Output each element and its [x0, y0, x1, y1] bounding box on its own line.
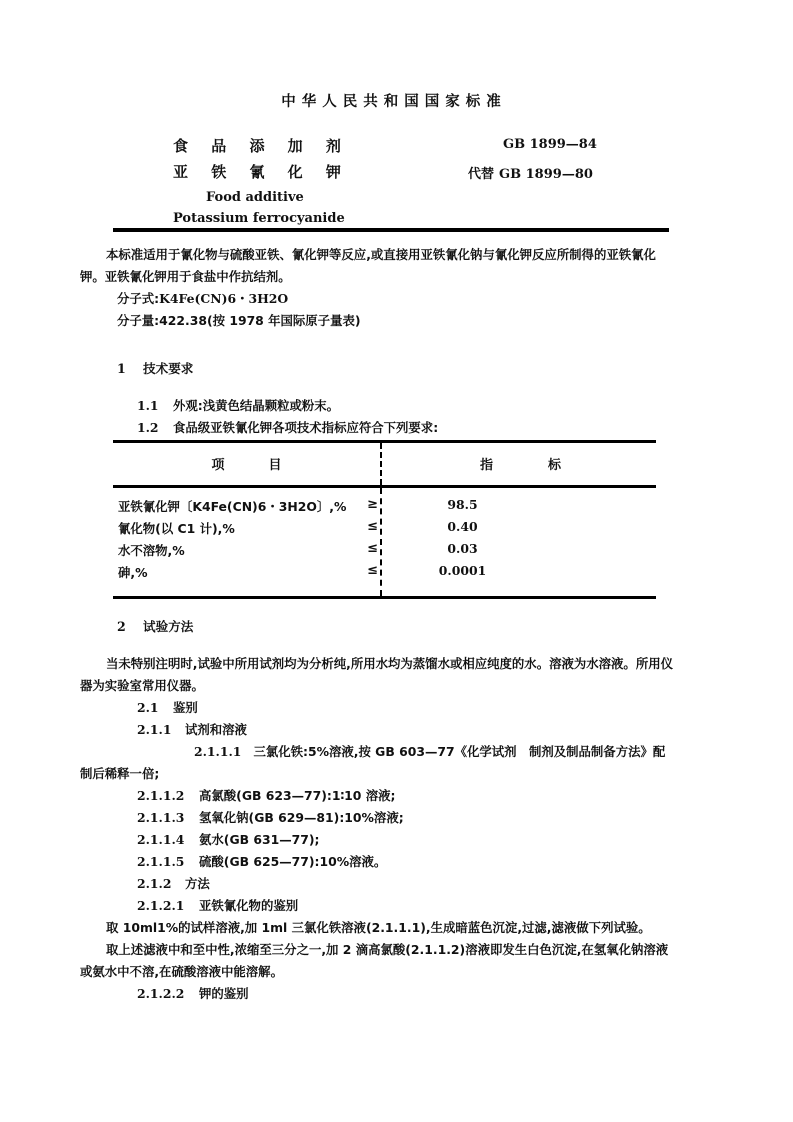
table-cell-value: 0.03	[447, 541, 478, 556]
section-2-intro-paragraph: 当未特别注明时,试验中所用试剂均为分析纯,所用水均为蒸馏水或相应纯度的水。溶液为水溶液。所用仪器为实验室常用仪器。	[80, 656, 673, 693]
clause-2-1-1-4	[0, 829, 793, 851]
clause-2-1-1-number: 2.1.1	[137, 722, 172, 737]
replaced-standard-number	[468, 163, 593, 182]
section-2-title: 试验方法	[143, 619, 194, 634]
english-title-line-2: Potassium ferrocyanide	[173, 211, 345, 226]
molecular-formula-line	[0, 288, 793, 310]
table-body	[113, 488, 656, 596]
clause-2-1-2-2-number: 2.1.2.2	[137, 986, 185, 1001]
title-block	[113, 135, 669, 226]
replaces-label: 代替	[468, 167, 495, 182]
chinese-title-line-1: 食 品 添 加 剂	[173, 137, 350, 155]
section-1-heading	[0, 358, 793, 377]
standard-number	[503, 137, 597, 152]
molecular-mass-label: 分子量:	[117, 313, 160, 328]
clause-2-1-1-5	[0, 851, 793, 873]
table-row	[113, 519, 656, 541]
clause-2-1-1-2	[0, 785, 793, 807]
table-header-item: 项目	[211, 458, 326, 473]
clause-2-1	[0, 697, 793, 719]
table-cell-value: 0.0001	[438, 563, 487, 578]
table-cell-operator: ≥	[367, 497, 378, 512]
clause-2-1-2-2-title: 钾的鉴别	[199, 986, 249, 1001]
clause-2-1-2-1-number: 2.1.2.1	[137, 898, 185, 913]
clause-2-1-1-1-text: 三氯化铁:5%溶液,按 GB 603—77《化学试剂 制剂及制品制备方法》配制后稀释一倍;	[80, 744, 666, 781]
chinese-title-line-2: 亚 铁 氰 化 钾	[173, 163, 350, 181]
clause-2-1-2	[0, 873, 793, 895]
clause-2-1-1-3-number: 2.1.1.3	[137, 810, 185, 825]
replaces-number-text: GB 1899—80	[499, 167, 593, 182]
table-cell-operator: ≤	[367, 519, 378, 534]
table-cell-value: 0.40	[447, 519, 478, 534]
clause-2-1-2-2	[0, 983, 793, 1005]
molecular-formula-label: 分子式:	[117, 291, 160, 306]
specification-table	[113, 440, 656, 599]
section-2-number: 2	[117, 619, 126, 634]
spacer	[0, 377, 793, 395]
clause-1-2-text: 食品级亚铁氰化钾各项技术指标应符合下列要求:	[173, 420, 439, 435]
clause-2-1-1-2-number: 2.1.1.2	[137, 788, 185, 803]
clause-1-1-number: 1.1	[137, 398, 159, 413]
clause-2-1-2-title: 方法	[185, 876, 210, 891]
section-2-heading	[0, 616, 793, 635]
method-paragraph-1: 取 10ml1%的试样溶液,加 1ml 三氯化铁溶液(2.1.1.1),生成暗蓝色沉淀,过滤,滤液做下列试验。	[106, 920, 651, 935]
table-column-divider	[380, 443, 382, 485]
standard-number-text: GB 1899—84	[503, 137, 597, 152]
table-cell-item: 水不溶物,%	[118, 543, 185, 558]
clause-1-2-number: 1.2	[137, 420, 159, 435]
document-body	[0, 244, 793, 439]
clause-2-1-1-4-number: 2.1.1.4	[137, 832, 185, 847]
section-1-title: 技术要求	[143, 361, 194, 376]
table-row	[113, 497, 656, 519]
clause-1-1-text: 外观:浅黄色结晶颗粒或粉末。	[173, 398, 340, 413]
table-cell-item: 砷,%	[118, 565, 148, 580]
method-paragraph-2: 取上述滤液中和至中性,浓缩至三分之一,加 2 滴高氯酸(2.1.1.2)溶液即发生白色沉淀,在氢氧化钠溶液或氨水中不溶,在硫酸溶液中能溶解。	[80, 942, 669, 979]
clause-2-1-2-1	[0, 895, 793, 917]
clause-2-1-2-1-title: 亚铁氰化物的鉴别	[199, 898, 299, 913]
table-row	[113, 541, 656, 563]
clause-2-1-1-3-text: 氢氧化钠(GB 629—81):10%溶液;	[199, 810, 404, 825]
table-cell-item: 氰化物(以 C1 计),%	[118, 521, 235, 536]
table-cell-operator: ≤	[367, 541, 378, 556]
masthead	[113, 90, 669, 226]
national-standard-title: 中华人民共和国国家标准	[281, 94, 507, 110]
clause-1-1	[0, 395, 793, 417]
table-row	[113, 563, 656, 585]
clause-2-1-1-5-number: 2.1.1.5	[137, 854, 185, 869]
molecular-mass-line	[0, 310, 793, 332]
clause-2-1-1-1-number: 2.1.1.1	[194, 744, 242, 759]
table-header-specification: 指标	[479, 458, 616, 473]
clause-2-1-1-4-text: 氨水(GB 631—77);	[199, 832, 320, 847]
table-cell-item: 亚铁氰化钾〔K4Fe(CN)6・3H2O〕,%	[118, 499, 347, 514]
clause-2-1-1-3	[0, 807, 793, 829]
document-body-lower	[0, 616, 793, 1005]
table-cell-value: 98.5	[447, 497, 478, 512]
molecular-mass-value: 422.38(按 1978 年国际原子量表)	[159, 313, 361, 328]
english-title-line-1: Food additive	[206, 190, 304, 205]
clause-2-1-1-2-text: 高氯酸(GB 623—77):1∶10 溶液;	[199, 788, 396, 803]
table-cell-operator: ≤	[367, 563, 378, 578]
spacer	[0, 332, 793, 358]
scope-paragraph: 本标准适用于氰化物与硫酸亚铁、氰化钾等反应,或直接用亚铁氰化钠与氰化钾反应所制得的亚铁氰化钾。亚铁氰化钾用于食盐中作抗结剂。	[80, 247, 656, 284]
clause-2-1-1-1	[0, 741, 793, 785]
table-bottom-rule	[113, 596, 656, 599]
section-1-number: 1	[117, 361, 126, 376]
masthead-divider-rule	[113, 228, 669, 232]
clause-2-1-1	[0, 719, 793, 741]
spacer	[0, 635, 793, 653]
clause-2-1-2-number: 2.1.2	[137, 876, 172, 891]
clause-2-1-number: 2.1	[137, 700, 159, 715]
clause-2-1-title: 鉴别	[173, 700, 198, 715]
clause-1-2	[0, 417, 793, 439]
table-header-row	[113, 443, 656, 485]
clause-2-1-1-title: 试剂和溶液	[185, 722, 247, 737]
molecular-formula-value: K4Fe(CN)6・3H2O	[159, 291, 289, 306]
clause-2-1-1-5-text: 硫酸(GB 625—77):10%溶液。	[199, 854, 387, 869]
